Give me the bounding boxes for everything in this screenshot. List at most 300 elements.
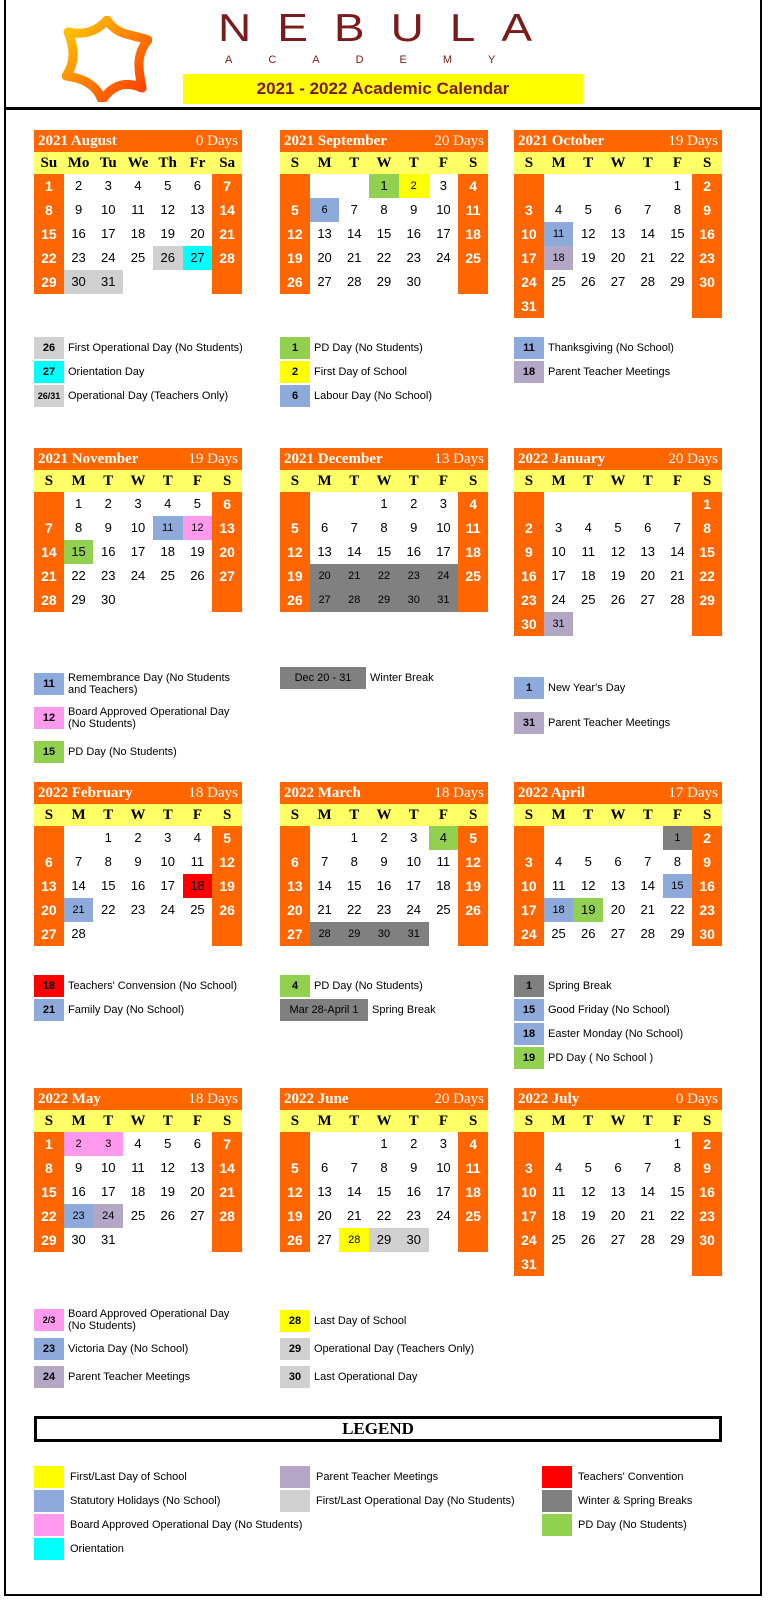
empty-cell (280, 492, 310, 516)
weekday-row (34, 470, 242, 492)
empty-cell (603, 492, 633, 516)
empty-cell (573, 174, 603, 198)
day-cell: 25 (458, 246, 488, 270)
note-item (514, 337, 744, 359)
weekday-row (280, 1110, 488, 1132)
day-cell: 30 (101, 592, 116, 607)
day-cell: 22 (670, 902, 685, 917)
empty-cell (123, 588, 153, 612)
weekday-label: Fr (189, 155, 206, 171)
weekday-label: T (162, 807, 173, 823)
weekday-label: T (408, 473, 419, 489)
day-cell: 25 (581, 592, 596, 607)
note-swatch: 12 (34, 707, 64, 729)
day-cell: 17 (101, 1184, 116, 1199)
note-item (34, 1308, 244, 1332)
legend-text: Parent Teacher Meetings (316, 1471, 439, 1483)
weekday-label: F (672, 807, 683, 823)
month-header (514, 1088, 722, 1110)
day-cell: 17 (436, 544, 451, 559)
note-text: Operational Day (Teachers Only) (68, 390, 229, 402)
empty-cell (544, 1132, 574, 1156)
weekday-label: W (130, 1113, 146, 1129)
day-cell: 11 (458, 198, 488, 222)
note-swatch: 11 (34, 673, 64, 695)
day-cell: 12 (212, 850, 242, 874)
weekday-label: S (469, 807, 478, 823)
weekday-label: Su (40, 155, 58, 171)
month-name: 2022 April (518, 785, 586, 801)
day-cell: 5 (280, 198, 310, 222)
day-cell: 1 (380, 496, 388, 511)
empty-cell (573, 1132, 603, 1156)
note-item (280, 1338, 510, 1360)
month-header (34, 1088, 242, 1110)
day-cell: 17 (160, 878, 175, 893)
day-cell: 14 (317, 878, 332, 893)
day-cell: 28 (347, 274, 362, 289)
month-calendar (34, 130, 242, 294)
day-cell: 27 (190, 1208, 205, 1223)
empty-cell (514, 174, 544, 198)
note-swatch: 27 (34, 361, 64, 383)
legend-item (34, 1514, 302, 1536)
day-cell: 27 (610, 1232, 626, 1247)
empty-cell (339, 492, 369, 516)
day-cell: 25 (130, 1208, 146, 1223)
day-cell: 8 (34, 198, 64, 222)
day-cell: 21 (317, 902, 332, 917)
day-cell: 13 (317, 226, 332, 241)
day-cell: 4 (458, 492, 488, 516)
month-name: 2022 February (38, 785, 133, 801)
day-cell: 27 (317, 274, 332, 289)
note-text: Labour Day (No School) (314, 390, 433, 402)
note-swatch: 15 (34, 741, 64, 763)
day-cell: 4 (458, 1132, 488, 1156)
day-cell: 4 (429, 826, 459, 850)
day-cell: 7 (212, 1132, 242, 1156)
day-cell: 9 (692, 198, 722, 222)
empty-cell (544, 294, 574, 318)
day-cell: 15 (670, 1184, 685, 1199)
legend-swatch (34, 1466, 64, 1488)
day-cell: 5 (614, 520, 622, 535)
day-cell: 19 (280, 1204, 310, 1228)
legend-text: PD Day (No Students) (578, 1519, 687, 1531)
day-cell: 1 (380, 1136, 388, 1151)
legend-title: LEGEND (34, 1416, 722, 1442)
day-cell: 8 (74, 520, 83, 535)
note-item (280, 999, 510, 1021)
weekday-label: T (642, 155, 653, 171)
day-cell: 16 (71, 226, 86, 241)
day-cell: 25 (551, 926, 566, 941)
day-cell: 21 (64, 898, 94, 922)
day-cell: 13 (212, 516, 242, 540)
weekday-label: W (376, 473, 392, 489)
weekday-label: T (162, 1113, 173, 1129)
legend-item (280, 1490, 515, 1512)
note-item (280, 361, 510, 383)
empty-cell (153, 588, 183, 612)
note-item (34, 975, 264, 997)
day-cell: 2 (399, 174, 429, 198)
day-cell: 5 (164, 178, 172, 193)
month-days: 18 Days (188, 1091, 238, 1107)
empty-cell (34, 492, 64, 516)
day-cell: 1 (350, 830, 358, 845)
month-name: 2021 November (38, 451, 139, 467)
month-days: 18 Days (188, 785, 238, 801)
note-swatch: 31 (514, 712, 544, 734)
month-header (280, 448, 488, 470)
weekday-row (280, 470, 488, 492)
day-cell: 20 (190, 226, 205, 241)
day-cell: 12 (280, 1180, 310, 1204)
day-cell: 1 (369, 174, 399, 198)
day-cell: 4 (554, 854, 563, 869)
legend-text: Winter & Spring Breaks (578, 1495, 693, 1507)
day-cell: 10 (514, 222, 544, 246)
month-name: 2021 September (284, 133, 387, 149)
legend-text: First/Last Day of School (70, 1471, 187, 1483)
empty-cell (183, 588, 213, 612)
day-cell: 1 (673, 178, 682, 193)
day-cell: 20 (610, 250, 626, 265)
day-cell: 1 (663, 826, 693, 850)
day-cell: 28 (640, 1232, 655, 1247)
day-cell: 5 (193, 496, 202, 511)
day-cell: 14 (212, 198, 242, 222)
weekday-label: S (290, 1113, 300, 1129)
day-cell: 14 (347, 544, 362, 559)
day-cell: 30 (399, 588, 429, 612)
day-cell: 15 (663, 874, 693, 898)
note-item (514, 1047, 744, 1069)
note-text: Parent Teacher Meetings (68, 1371, 191, 1383)
note-text: PD Day (No Students) (314, 980, 423, 992)
legend-text: Teachers' Convention (578, 1471, 684, 1483)
day-cell: 20 (610, 902, 626, 917)
page-title: 2021 - 2022 Academic Calendar (183, 74, 583, 104)
empty-cell (692, 294, 722, 318)
weekday-label: T (408, 155, 419, 171)
day-cell: 8 (380, 1160, 388, 1175)
note-text: Parent Teacher Meetings (548, 366, 671, 378)
empty-cell (280, 174, 310, 198)
legend-item (34, 1466, 187, 1488)
day-cell: 24 (93, 1204, 123, 1228)
day-cell: 13 (190, 202, 205, 217)
day-cell: 9 (134, 854, 142, 869)
note-swatch: 18 (514, 361, 544, 383)
day-cell: 16 (406, 226, 421, 241)
legend-item (542, 1514, 687, 1536)
day-cell: 10 (160, 854, 175, 869)
day-cell: 18 (183, 874, 213, 898)
weekday-label: W (610, 473, 626, 489)
weekday-label: S (290, 473, 300, 489)
weekday-row (514, 152, 722, 174)
legend-swatch (34, 1514, 64, 1536)
day-cell: 26 (458, 898, 488, 922)
weekday-label: W (610, 1113, 626, 1129)
day-grid (34, 1132, 242, 1252)
legend-swatch (34, 1490, 64, 1512)
weekday-label: T (408, 807, 419, 823)
note-swatch: 23 (34, 1338, 64, 1360)
day-cell: 29 (34, 270, 64, 294)
day-cell: 14 (71, 878, 86, 893)
day-cell: 14 (212, 1156, 242, 1180)
weekday-label: M (317, 1113, 332, 1129)
empty-cell (280, 1132, 310, 1156)
day-cell: 7 (350, 202, 358, 217)
empty-cell (573, 612, 603, 636)
day-cell: 12 (581, 878, 596, 893)
day-cell: 3 (554, 520, 563, 535)
day-cell: 24 (436, 1208, 451, 1223)
day-cell: 9 (410, 202, 418, 217)
day-cell: 16 (514, 564, 544, 588)
day-cell: 27 (280, 922, 310, 946)
day-cell: 21 (640, 902, 655, 917)
weekday-label: T (642, 473, 653, 489)
empty-cell (633, 492, 663, 516)
note-swatch: Dec 20 - 31 (280, 667, 366, 689)
day-cell: 16 (692, 222, 722, 246)
day-cell: 23 (130, 902, 146, 917)
day-cell: 25 (160, 568, 175, 583)
day-cell: 9 (380, 854, 388, 869)
day-cell: 14 (347, 226, 362, 241)
month-calendar (514, 130, 722, 318)
note-item (280, 1310, 510, 1332)
weekday-label: W (610, 807, 626, 823)
day-cell: 31 (544, 612, 574, 636)
day-cell: 25 (551, 1232, 566, 1247)
note-text: Orientation Day (68, 366, 145, 378)
empty-cell (280, 826, 310, 850)
day-cell: 16 (130, 878, 146, 893)
note-swatch: 30 (280, 1366, 310, 1388)
weekday-label: T (349, 807, 360, 823)
day-cell: 5 (212, 826, 242, 850)
weekday-label: F (672, 473, 683, 489)
note-text: Last Day of School (314, 1315, 407, 1327)
day-cell: 6 (644, 520, 652, 535)
weekday-label: Tu (99, 155, 117, 171)
day-cell: 1 (34, 1132, 64, 1156)
day-cell: 24 (406, 902, 421, 917)
weekday-label: F (672, 155, 683, 171)
day-cell: 3 (104, 178, 112, 193)
empty-cell (153, 270, 183, 294)
day-cell: 10 (101, 1160, 116, 1175)
day-cell: 3 (93, 1132, 123, 1156)
day-cell: 28 (310, 922, 340, 946)
day-cell: 2 (692, 826, 722, 850)
day-cell: 15 (347, 878, 362, 893)
weekday-label: We (127, 155, 149, 171)
day-cell: 2 (692, 1132, 722, 1156)
day-cell: 20 (317, 1208, 332, 1223)
weekday-label: Mo (67, 155, 90, 171)
note-swatch: 1 (280, 337, 310, 359)
day-cell: 2 (410, 496, 418, 511)
day-grid (280, 1132, 488, 1252)
month-calendar (34, 448, 242, 612)
day-cell: 6 (310, 198, 340, 222)
day-cell: 9 (692, 850, 722, 874)
day-cell: 2 (410, 1136, 418, 1151)
day-cell: 14 (640, 878, 655, 893)
day-cell: 23 (399, 564, 429, 588)
day-cell: 28 (640, 926, 655, 941)
empty-cell (663, 612, 693, 636)
day-cell: 2 (380, 830, 388, 845)
logo-sub: ACADEMY (225, 54, 532, 66)
month-days: 18 Days (434, 785, 484, 801)
day-cell: 8 (673, 854, 682, 869)
weekday-label: T (103, 807, 114, 823)
month-days: 20 Days (434, 133, 484, 149)
day-cell: 4 (554, 1160, 563, 1175)
day-cell: 8 (380, 520, 388, 535)
day-cell: 26 (212, 898, 242, 922)
day-cell: 26 (153, 246, 183, 270)
day-cell: 15 (670, 226, 685, 241)
note-text: New Year's Day (548, 682, 626, 694)
day-cell: 28 (640, 274, 655, 289)
month-name: 2021 August (38, 133, 117, 149)
note-text: Last Operational Day (314, 1371, 418, 1383)
weekday-label: W (376, 155, 392, 171)
day-cell: 6 (34, 850, 64, 874)
day-cell: 21 (640, 250, 655, 265)
day-cell: 23 (376, 902, 392, 917)
note-swatch: 11 (514, 337, 544, 359)
note-swatch: 1 (514, 975, 544, 997)
day-cell: 10 (406, 854, 421, 869)
day-cell: 18 (458, 222, 488, 246)
day-cell: 6 (320, 520, 329, 535)
day-cell: 28 (339, 588, 369, 612)
day-cell: 2 (104, 496, 112, 511)
weekday-label: S (524, 807, 534, 823)
weekday-label: T (162, 473, 173, 489)
day-cell: 12 (280, 222, 310, 246)
empty-cell (123, 270, 153, 294)
empty-cell (633, 1132, 663, 1156)
month-header (514, 130, 722, 152)
day-cell: 24 (101, 250, 116, 265)
empty-cell (93, 922, 123, 946)
weekday-label: S (223, 1113, 232, 1129)
day-grid (34, 492, 242, 612)
day-cell: 15 (101, 878, 116, 893)
day-cell: 18 (551, 1208, 566, 1223)
day-cell: 3 (439, 178, 448, 193)
day-cell: 13 (610, 1184, 626, 1199)
day-cell: 22 (670, 1208, 685, 1223)
day-cell: 9 (410, 520, 418, 535)
empty-cell (153, 922, 183, 946)
day-cell: 7 (644, 202, 652, 217)
day-cell: 27 (640, 592, 655, 607)
day-cell: 21 (212, 1180, 242, 1204)
weekday-label: S (44, 807, 54, 823)
empty-cell (633, 174, 663, 198)
day-cell: 6 (320, 1160, 329, 1175)
empty-cell (123, 1228, 153, 1252)
day-cell: 17 (514, 898, 544, 922)
day-cell: 26 (581, 926, 596, 941)
day-cell: 12 (183, 516, 213, 540)
day-cell: 19 (190, 544, 205, 559)
day-cell: 17 (551, 568, 566, 583)
day-cell: 10 (130, 520, 146, 535)
day-cell: 29 (692, 588, 722, 612)
day-cell: 28 (670, 592, 685, 607)
note-swatch: 28 (280, 1310, 310, 1332)
day-cell: 1 (74, 496, 83, 511)
legend-swatch (280, 1490, 310, 1512)
empty-cell (310, 826, 340, 850)
note-text: First Operational Day (No Students) (68, 342, 243, 354)
note-item (34, 385, 264, 407)
empty-cell (544, 174, 574, 198)
weekday-label: T (408, 1113, 419, 1129)
empty-cell (310, 174, 340, 198)
note-item (514, 975, 744, 997)
empty-cell (458, 1228, 488, 1252)
weekday-label: S (524, 1113, 534, 1129)
day-cell: 10 (514, 874, 544, 898)
day-cell: 31 (429, 588, 459, 612)
day-cell: 27 (310, 588, 340, 612)
day-cell: 26 (610, 592, 626, 607)
day-cell: 19 (280, 564, 310, 588)
note-item (280, 385, 510, 407)
weekday-label: M (71, 473, 86, 489)
empty-cell (429, 1228, 459, 1252)
day-cell: 22 (34, 1204, 64, 1228)
note-item (514, 999, 744, 1021)
day-cell: 24 (160, 902, 175, 917)
weekday-label: T (349, 473, 360, 489)
day-cell: 25 (458, 564, 488, 588)
day-grid (34, 826, 242, 946)
note-text: Good Friday (No School) (548, 1004, 670, 1016)
day-cell: 22 (71, 568, 86, 583)
day-cell: 12 (160, 202, 175, 217)
month-calendar (280, 1088, 488, 1252)
day-cell: 30 (399, 1228, 429, 1252)
day-cell: 7 (74, 854, 83, 869)
day-cell: 23 (692, 246, 722, 270)
day-cell: 13 (640, 544, 655, 559)
note-item (514, 1023, 744, 1045)
legend-item (34, 1538, 124, 1560)
day-cell: 5 (164, 1136, 172, 1151)
month-days: 19 Days (188, 451, 238, 467)
empty-cell (212, 588, 242, 612)
day-cell: 17 (514, 246, 544, 270)
day-cell: 22 (692, 564, 722, 588)
month-header (34, 130, 242, 152)
